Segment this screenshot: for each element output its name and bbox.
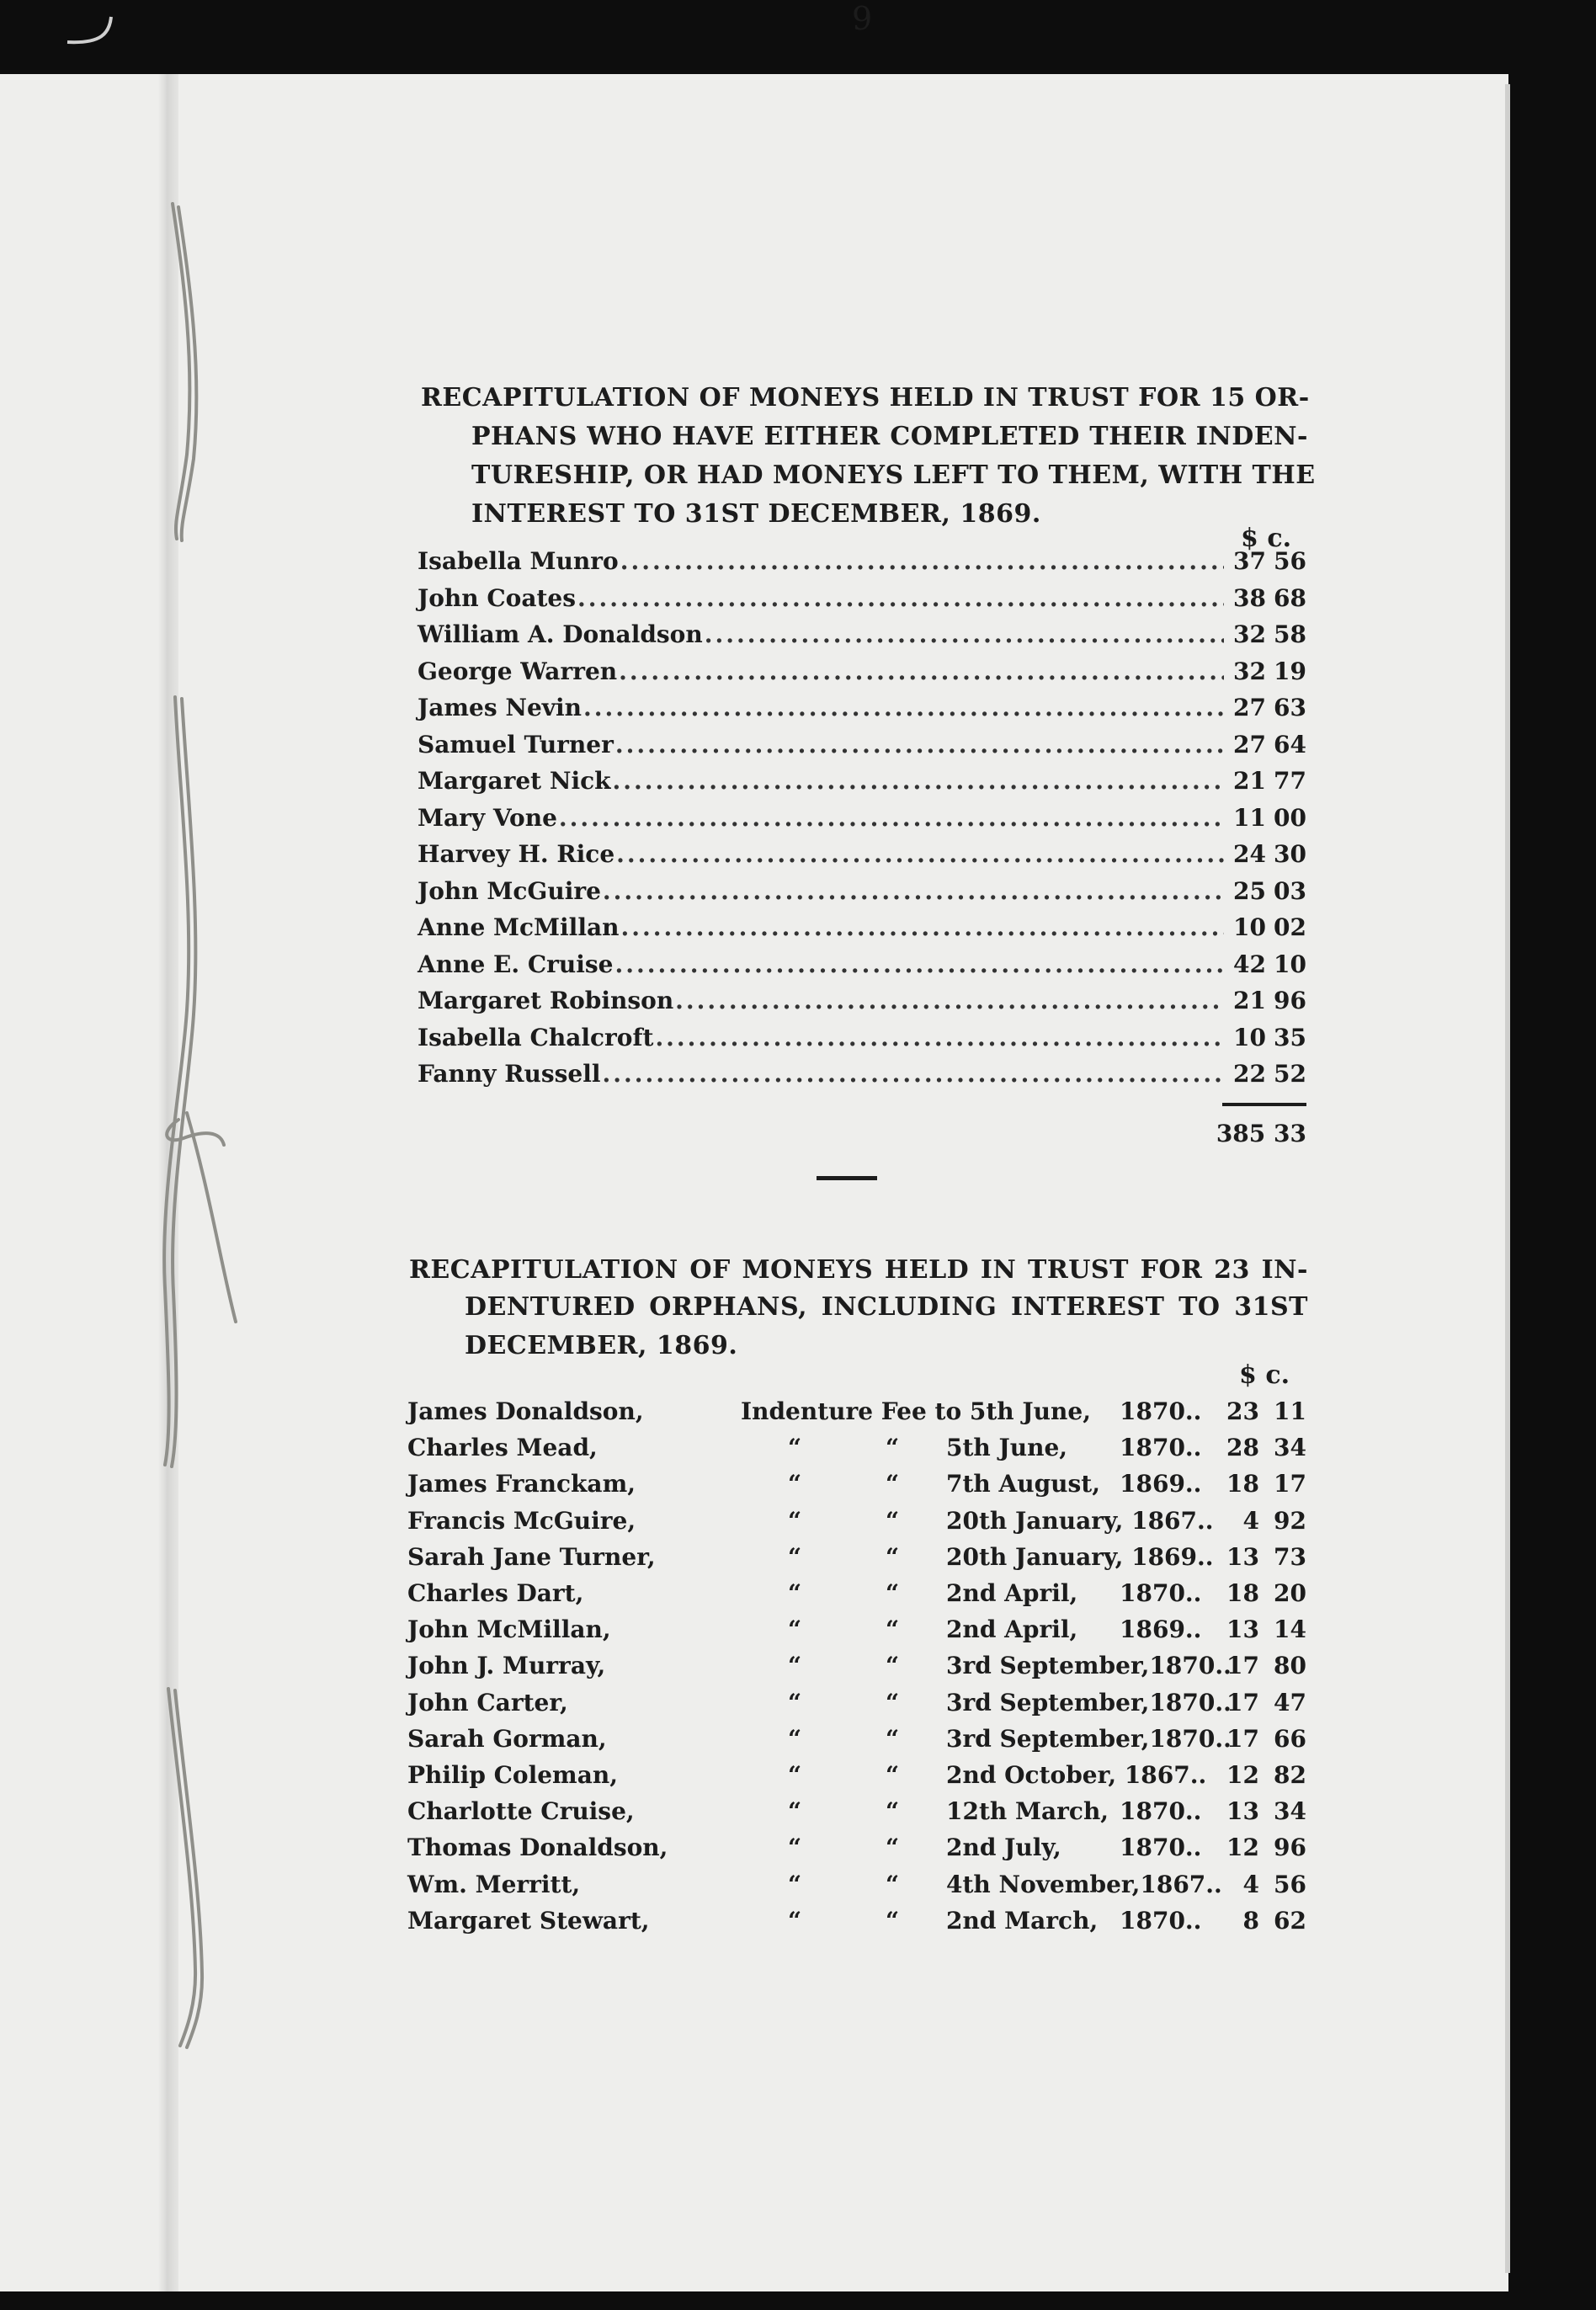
amount-cents: 68 <box>1274 583 1306 612</box>
section1-row <box>418 1060 1306 1097</box>
amount-dollars: 32 <box>1233 620 1266 648</box>
orphan-name: Wm. Merritt, <box>407 1870 581 1898</box>
amount-cents: 03 <box>1274 876 1306 905</box>
orphan-name: Sarah Gorman, <box>407 1724 607 1753</box>
amount-dollars: 10 <box>1233 913 1266 941</box>
leader-dots <box>577 584 1224 612</box>
amount-dollars: 27 <box>1233 730 1266 758</box>
orphan-name: Sarah Jane Turner, <box>407 1542 656 1571</box>
amount-dollars: 21 <box>1233 987 1266 1014</box>
ditto-mark: “ <box>788 1542 802 1571</box>
ditto-mark: “ <box>886 1688 900 1717</box>
section2-row <box>407 1507 1306 1543</box>
leader-dots <box>583 694 1224 721</box>
ditto-mark: “ <box>788 1724 802 1753</box>
section2-heading-line: RECAPITULATION OF MONEYS HELD IN TRUST FOR 23 IN- <box>409 1255 1308 1285</box>
section1-row <box>418 804 1306 841</box>
ditto-mark: “ <box>788 1506 802 1535</box>
section2-row <box>407 1652 1306 1688</box>
section1-row <box>418 694 1306 731</box>
fee-date: 20th January, 1869.. <box>946 1542 1214 1571</box>
amount-cents: 96 <box>1274 987 1306 1014</box>
ditto-mark: “ <box>886 1434 900 1462</box>
amount-dollars: 18 <box>1226 1579 1259 1607</box>
orphan-name: Charlotte Cruise, <box>407 1797 635 1826</box>
section1-row <box>418 877 1306 914</box>
fee-date: 2nd July, <box>946 1834 1061 1862</box>
section1-heading-line: RECAPITULATION OF MONEYS HELD IN TRUST FOR 15 OR- <box>421 383 1310 412</box>
fee-year: 1869.. <box>1120 1615 1202 1644</box>
section1-row <box>418 913 1306 950</box>
leader-dots <box>620 547 1224 575</box>
ditto-mark: “ <box>788 1870 802 1898</box>
fee-year: 1869.. <box>1120 1470 1202 1498</box>
orphan-name: Fanny Russell <box>418 1060 601 1088</box>
ditto-mark: “ <box>788 1906 802 1935</box>
section2-row <box>407 1543 1306 1579</box>
amount-dollars: 8 <box>1242 1906 1259 1935</box>
orphan-name: Anne E. Cruise <box>418 950 614 978</box>
ditto-mark: “ <box>886 1797 900 1826</box>
amount-cents: 00 <box>1274 803 1306 832</box>
ditto-mark: “ <box>886 1906 900 1935</box>
amount-dollars: 27 <box>1233 694 1266 721</box>
fee-date: 2nd April, <box>946 1579 1078 1607</box>
ditto-mark: “ <box>788 1615 802 1644</box>
ditto-mark: “ <box>886 1724 900 1753</box>
orphan-name: Charles Dart, <box>407 1579 584 1607</box>
ditto-mark: “ <box>886 1470 900 1498</box>
ditto-mark: “ <box>788 1579 802 1607</box>
leader-dots <box>613 767 1224 795</box>
orphan-name: James Nevin <box>418 694 583 721</box>
fee-date: 5th June, <box>946 1434 1068 1462</box>
amount-cents: 34 <box>1274 1434 1306 1462</box>
amount-cents: 82 <box>1274 1761 1306 1789</box>
amount-cents: 35 <box>1274 1023 1306 1051</box>
section1-heading-line: TURESHIP, OR HAD MONEYS LEFT TO THEM, WITH THE <box>471 460 1316 490</box>
section1-heading-line: INTEREST TO 31ST DECEMBER, 1869. <box>471 499 1041 529</box>
section1-heading-line: PHANS WHO HAVE EITHER COMPLETED THEIR INDEN- <box>471 422 1308 451</box>
amount-dollars: 32 <box>1233 657 1266 685</box>
section1-row <box>418 987 1306 1024</box>
amount-dollars: 22 <box>1233 1060 1266 1088</box>
leader-dots <box>655 1024 1224 1051</box>
ditto-mark: “ <box>886 1652 900 1680</box>
amount-cents: 66 <box>1274 1724 1306 1753</box>
amount-dollars: 10 <box>1233 1023 1266 1051</box>
orphan-name: Anne McMillan <box>418 913 620 941</box>
fee-year: 1870.. <box>1120 1434 1202 1462</box>
ditto-mark: “ <box>886 1506 900 1535</box>
ditto-mark: “ <box>886 1761 900 1789</box>
orphan-name: John J. Murray, <box>407 1652 606 1680</box>
section2-heading <box>409 1251 1308 1290</box>
amount-dollars: 25 <box>1233 876 1266 905</box>
total-rule <box>1222 1103 1306 1106</box>
fee-year: 1870.. <box>1120 1834 1202 1862</box>
orphan-name: Philip Coleman, <box>407 1761 618 1789</box>
indenture-fee-label: Indenture Fee to 5th June, <box>741 1397 1091 1425</box>
section2-heading-line: DECEMBER, 1869. <box>465 1331 738 1360</box>
section2-row <box>407 1725 1306 1761</box>
fee-date: 2nd October, 1867.. <box>946 1761 1207 1789</box>
section1-row <box>418 584 1306 621</box>
amount-cents: 10 <box>1274 950 1306 978</box>
orphan-name: Margaret Robinson <box>418 987 674 1014</box>
fee-year: 1870.. <box>1120 1906 1202 1935</box>
section2-row <box>407 1434 1306 1470</box>
section1-row <box>418 840 1306 877</box>
section1-row <box>418 657 1306 695</box>
amount-dollars: 24 <box>1233 840 1266 868</box>
fee-date: 3rd September,1870.. <box>946 1688 1232 1717</box>
ditto-mark: “ <box>886 1834 900 1862</box>
ditto-mark: “ <box>886 1615 900 1644</box>
amount-dollars: 21 <box>1233 767 1266 795</box>
section2-heading-line: DENTURED ORPHANS, INCLUDING INTEREST TO 31ST <box>465 1292 1308 1322</box>
section1-row <box>418 950 1306 987</box>
fee-date: 7th August, <box>946 1470 1100 1498</box>
fee-date: 12th March, <box>946 1797 1109 1826</box>
section1-row <box>418 620 1306 657</box>
fee-year: 1870.. <box>1120 1397 1202 1425</box>
orphan-name: William A. Donaldson <box>418 620 703 648</box>
amount-dollars: 38 <box>1233 583 1266 612</box>
amount-dollars: 13 <box>1226 1542 1259 1571</box>
section2-row <box>407 1797 1306 1834</box>
orphan-name: Thomas Donaldson, <box>407 1834 668 1862</box>
ditto-mark: “ <box>788 1434 802 1462</box>
amount-dollars: 17 <box>1226 1652 1259 1680</box>
orphan-name: Isabella Munro <box>418 547 619 575</box>
section2-column-header: $ c. <box>1239 1360 1290 1390</box>
binding-thread <box>187 1113 236 1322</box>
ditto-mark: “ <box>788 1470 802 1498</box>
section2-row <box>407 1834 1306 1870</box>
ditto-mark: “ <box>886 1579 900 1607</box>
section1-row <box>418 547 1306 584</box>
amount-dollars: 37 <box>1233 547 1266 575</box>
section2-row <box>407 1871 1306 1907</box>
orphan-name: Margaret Nick <box>418 767 611 795</box>
section2-row <box>407 1907 1306 1943</box>
amount-dollars: 4 <box>1242 1506 1259 1535</box>
orphan-name: Isabella Chalcroft <box>418 1023 654 1051</box>
amount-dollars: 17 <box>1226 1724 1259 1753</box>
leader-dots <box>603 877 1224 905</box>
amount-cents: 11 <box>1274 1397 1306 1425</box>
orphan-name: James Donaldson, <box>407 1397 644 1425</box>
amount-dollars: 18 <box>1226 1470 1259 1498</box>
fee-year: 1870.. <box>1120 1797 1202 1826</box>
ditto-mark: “ <box>788 1761 802 1789</box>
amount-dollars: 11 <box>1233 803 1266 832</box>
amount-cents: 92 <box>1274 1506 1306 1535</box>
amount-cents: 56 <box>1274 1870 1306 1898</box>
fee-date: 20th January, 1867.. <box>946 1506 1214 1535</box>
amount-cents: 77 <box>1274 767 1306 795</box>
ditto-mark: “ <box>886 1542 900 1571</box>
section1-row <box>418 1024 1306 1061</box>
section1-row <box>418 767 1306 804</box>
orphan-name: Francis McGuire, <box>407 1506 636 1535</box>
leader-dots <box>616 840 1224 868</box>
orphan-name: James Franckam, <box>407 1470 636 1498</box>
leader-dots <box>559 804 1224 832</box>
orphan-name: John McMillan, <box>407 1615 611 1644</box>
amount-cents: 64 <box>1274 730 1306 758</box>
leader-dots <box>620 913 1224 941</box>
ditto-mark: “ <box>788 1797 802 1826</box>
amount-cents: 96 <box>1274 1834 1306 1862</box>
section1-heading <box>421 379 1308 418</box>
fee-date: 3rd September,1870.. <box>946 1652 1232 1680</box>
amount-dollars: 17 <box>1226 1688 1259 1717</box>
section-divider <box>817 1176 877 1180</box>
fee-date: 2nd April, <box>946 1615 1078 1644</box>
orphan-name: John Coates <box>418 583 577 612</box>
fee-date: 3rd September,1870.. <box>946 1724 1232 1753</box>
amount-cents: 62 <box>1274 1906 1306 1935</box>
fee-date: 2nd March, <box>946 1906 1099 1935</box>
leader-dots <box>705 620 1224 648</box>
section1-total: 385 33 <box>1216 1120 1306 1147</box>
leader-dots <box>614 950 1224 978</box>
amount-cents: 14 <box>1274 1615 1306 1644</box>
ditto-mark: “ <box>788 1688 802 1717</box>
orphan-name: Margaret Stewart, <box>407 1906 650 1935</box>
section2-row <box>407 1470 1306 1506</box>
page-number: 9 <box>852 0 873 37</box>
amount-dollars: 13 <box>1226 1615 1259 1644</box>
amount-dollars: 4 <box>1242 1870 1259 1898</box>
amount-dollars: 12 <box>1226 1834 1259 1862</box>
amount-cents: 56 <box>1274 547 1306 575</box>
section2-row <box>407 1397 1306 1434</box>
section1-row <box>418 731 1306 768</box>
fee-year: 1870.. <box>1120 1579 1202 1607</box>
amount-cents: 17 <box>1274 1470 1306 1498</box>
amount-dollars: 12 <box>1226 1761 1259 1789</box>
amount-cents: 52 <box>1274 1060 1306 1088</box>
amount-cents: 02 <box>1274 913 1306 941</box>
amount-dollars: 13 <box>1226 1797 1259 1826</box>
orphan-name: John McGuire <box>418 876 601 905</box>
amount-cents: 73 <box>1274 1542 1306 1571</box>
section2-row <box>407 1615 1306 1652</box>
ditto-mark: “ <box>788 1652 802 1680</box>
amount-cents: 30 <box>1274 840 1306 868</box>
orphan-name: Charles Mead, <box>407 1434 598 1462</box>
amount-dollars: 28 <box>1226 1434 1259 1462</box>
leader-dots <box>602 1060 1224 1088</box>
amount-cents: 80 <box>1274 1652 1306 1680</box>
ditto-mark: “ <box>788 1834 802 1862</box>
leader-dots <box>675 987 1224 1014</box>
section2-row <box>407 1761 1306 1797</box>
amount-cents: 47 <box>1274 1688 1306 1717</box>
section2-row <box>407 1689 1306 1725</box>
section2-row <box>407 1579 1306 1615</box>
corner-mark <box>67 17 111 42</box>
fee-date: 4th November,1867.. <box>946 1870 1222 1898</box>
leader-dots <box>619 657 1224 685</box>
orphan-name: Harvey H. Rice <box>418 840 615 868</box>
section1-heading-continued <box>471 418 1316 534</box>
orphan-name: Samuel Turner <box>418 730 614 758</box>
section1-column-header: $ c. <box>1241 524 1292 553</box>
amount-cents: 19 <box>1274 657 1306 685</box>
leader-dots <box>615 731 1224 758</box>
ditto-mark: “ <box>886 1870 900 1898</box>
orphan-name: John Carter, <box>407 1688 568 1717</box>
amount-cents: 63 <box>1274 694 1306 721</box>
amount-dollars: 23 <box>1226 1397 1259 1425</box>
amount-cents: 58 <box>1274 620 1306 648</box>
orphan-name: Mary Vone <box>418 803 557 832</box>
amount-dollars: 42 <box>1233 950 1266 978</box>
orphan-name: George Warren <box>418 657 618 685</box>
amount-cents: 34 <box>1274 1797 1306 1826</box>
section2-heading-continued <box>465 1288 1308 1365</box>
amount-cents: 20 <box>1274 1579 1306 1607</box>
